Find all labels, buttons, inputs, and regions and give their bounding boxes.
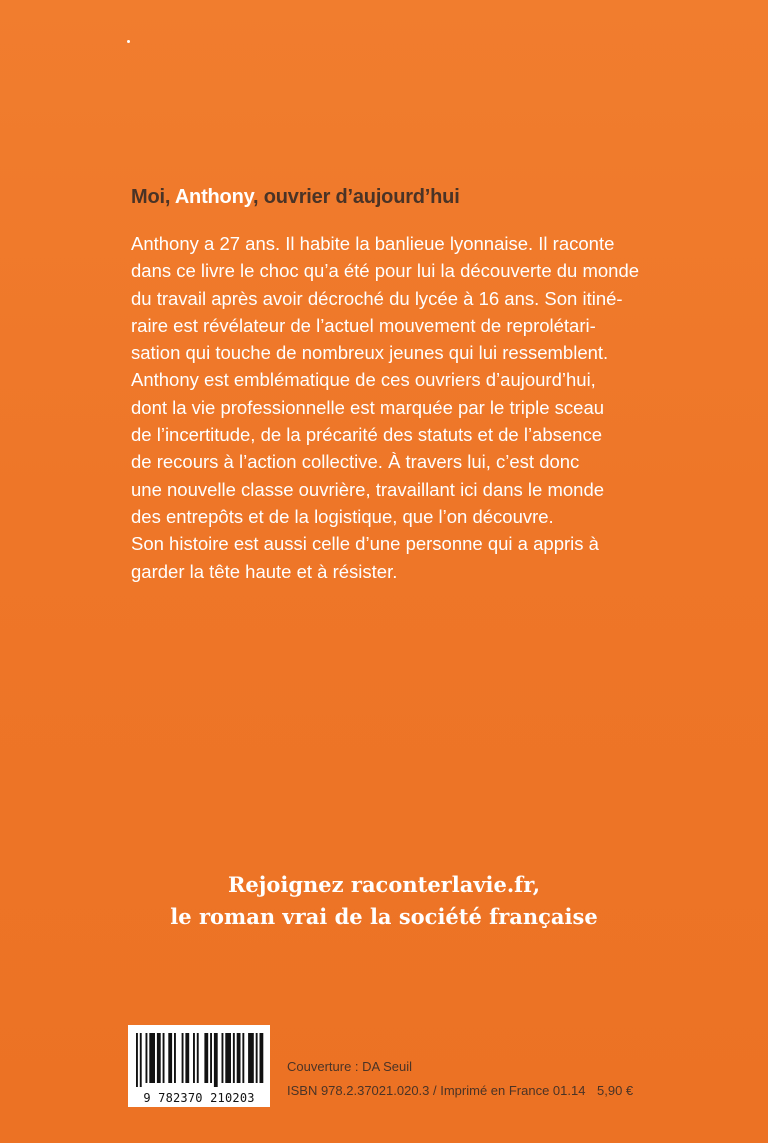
barcode-bar <box>149 1033 155 1083</box>
credits-block <box>287 1055 585 1103</box>
barcode-bar <box>140 1033 142 1087</box>
barcode-bar <box>136 1033 138 1087</box>
barcode-bar <box>157 1033 161 1083</box>
blurb-line: Anthony est emblématique de ces ouvriers d’aujourd’hui, <box>131 369 596 391</box>
barcode-bar <box>260 1033 264 1083</box>
isbn-line: ISBN 978.2.37021.020.3 / Imprimé en France 01.14 <box>287 1083 586 1098</box>
barcode-bar <box>225 1033 231 1083</box>
cover-credit: Couverture : DA Seuil <box>287 1059 413 1074</box>
barcode-bars <box>134 1033 264 1087</box>
heading-name: Anthony <box>174 186 254 208</box>
blurb-line: sation qui touche de nombreux jeunes qui lui ressemblent. <box>131 342 609 364</box>
barcode-bar <box>214 1033 218 1087</box>
decorative-speck <box>127 40 130 43</box>
barcode-bar <box>193 1033 195 1083</box>
blurb-line: Son histoire est aussi celle d’une personne qui a appris à <box>131 533 599 555</box>
heading-suffix: , ouvrier d’aujourd’hui <box>253 186 460 208</box>
blurb-line: Anthony a 27 ans. Il habite la banlieue lyonnaise. Il raconte <box>131 233 615 254</box>
barcode-bar <box>185 1033 189 1083</box>
barcode-bar <box>210 1033 212 1083</box>
barcode-bar <box>233 1033 235 1083</box>
price-label: 5,90 € <box>597 1083 634 1098</box>
barcode-bar <box>242 1033 244 1083</box>
blurb-line: des entrepôts et de la logistique, que l’on découvre. <box>131 505 554 527</box>
barcode-bar <box>197 1033 199 1083</box>
blurb-line: garder la tête haute et à résister. <box>131 560 398 582</box>
barcode-bar <box>146 1033 148 1083</box>
promo-tagline <box>0 869 768 933</box>
blurb-line: une nouvelle classe ouvrière, travaillant ici dans le monde <box>131 478 605 500</box>
blurb-line: de l’incertitude, de la précarité des statuts et de l’absence <box>131 424 603 446</box>
barcode-bar <box>256 1033 258 1083</box>
blurb-line: dont la vie professionnelle est marquée par le triple sceau <box>131 396 605 418</box>
barcode-digits: 9 782370 210203 <box>143 1091 255 1105</box>
barcode-bar <box>237 1033 241 1083</box>
promo-line-1: Rejoignez raconterlavie.fr, <box>227 872 541 897</box>
blurb-line: raire est révélateur de l’actuel mouvement de reprolétari- <box>131 314 596 336</box>
blurb-line: dans ce livre le choc qu’a été pour lui la découverte du monde <box>131 260 640 282</box>
barcode-bar <box>174 1033 176 1083</box>
barcode-bar <box>182 1033 184 1083</box>
blurb-line: du travail après avoir décroché du lycée à 16 ans. Son itiné- <box>131 287 623 309</box>
heading-prefix: Moi, <box>131 186 175 208</box>
barcode-bar <box>204 1033 208 1083</box>
isbn-barcode <box>128 1025 270 1107</box>
blurb-heading <box>131 186 460 209</box>
barcode-bar <box>163 1033 165 1083</box>
barcode-bar <box>248 1033 254 1083</box>
barcode-bar <box>222 1033 224 1083</box>
promo-line-2: le roman vrai de la société française <box>170 904 598 929</box>
blurb-text <box>131 230 651 585</box>
blurb-line: de recours à l’action collective. À travers lui, c’est donc <box>131 451 580 473</box>
barcode-bar <box>168 1033 172 1083</box>
